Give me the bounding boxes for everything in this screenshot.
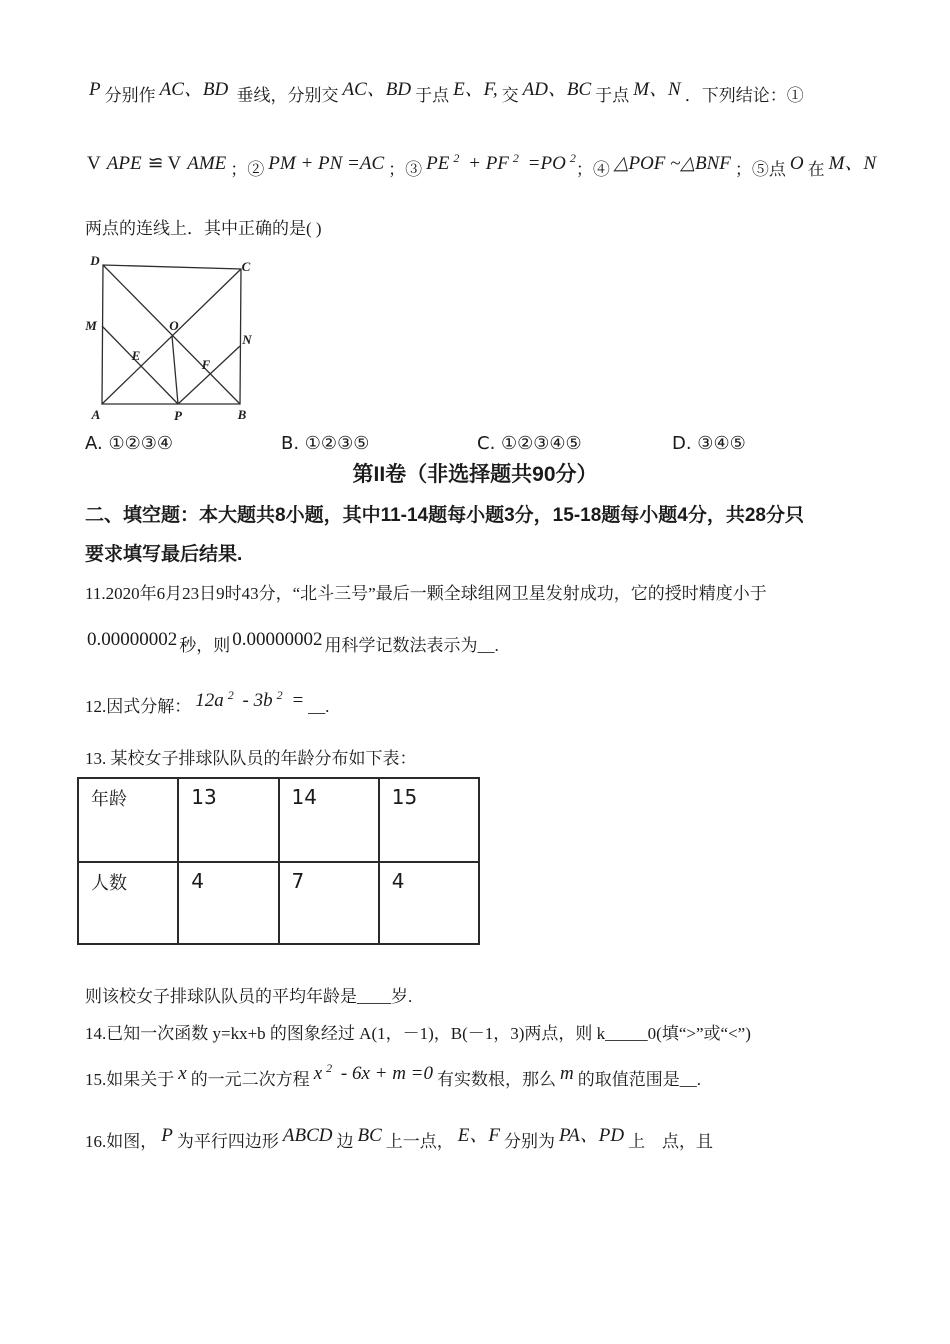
option-a: A. ①②③④	[85, 433, 173, 454]
text-segment: ；③	[388, 160, 423, 179]
text-segment: 有实数根，那么	[437, 1070, 556, 1089]
text-segment: 在	[807, 160, 825, 179]
text-segment: 的取值范围是__.	[577, 1070, 701, 1089]
text-segment: P	[89, 79, 101, 100]
text-segment: P	[161, 1125, 173, 1146]
text-segment: ABCD	[282, 1125, 333, 1146]
text-segment: V	[87, 153, 101, 174]
text-segment: - 6x + m =0	[336, 1063, 433, 1084]
text-segment: =	[286, 690, 305, 711]
figure-label-d: D	[90, 253, 100, 268]
text-segment: 交	[501, 86, 519, 105]
text-segment: PA、PD	[558, 1125, 625, 1146]
text-segment: 为平行四边形	[176, 1132, 279, 1151]
option-d: D. ③④⑤	[672, 433, 746, 454]
figure-label-p: P	[174, 408, 182, 423]
figure-label-o: O	[169, 318, 179, 333]
text-segment: ≌	[147, 153, 164, 174]
figure-line-op	[172, 336, 178, 404]
question-16	[85, 1125, 714, 1154]
option-c: C. ①②③④⑤	[477, 433, 582, 454]
text-segment: + PF	[463, 153, 509, 174]
text-segment: ．下列结论：①	[684, 86, 804, 105]
text-segment: 秒，则	[179, 636, 231, 655]
fill-in-section-intro-1: 二、填空题：本大题共8小题，其中11-14题每小题3分，15-18题每小题4分，共28分只	[85, 505, 804, 526]
table-row-age	[78, 778, 479, 862]
text-segment: 边	[336, 1132, 354, 1151]
question-10-options	[0, 432, 950, 460]
text-segment: 12.因式分解：	[85, 697, 192, 716]
table-cell: 14	[279, 778, 379, 862]
question-11-line-2	[85, 629, 499, 658]
text-segment: x	[313, 1063, 323, 1084]
figure-label-m: M	[85, 318, 97, 333]
text-segment: 上 点，且	[628, 1132, 714, 1151]
figure-label-b: B	[237, 407, 247, 422]
table-cell: 4	[178, 862, 278, 944]
table-cell: 人数	[78, 862, 178, 944]
text-segment: E、F	[457, 1125, 500, 1146]
text-segment: 12a	[195, 690, 224, 711]
question-11-line-1: 11.2020年6月23日9时43分，“北斗三号”最后一颗全球组网卫星发射成功，它的授时精度小于	[85, 584, 767, 603]
text-segment: 2	[227, 688, 234, 702]
text-segment: AC、BD	[342, 79, 412, 100]
table-row-count	[78, 862, 479, 944]
table-cell: 7	[279, 862, 379, 944]
question-12	[85, 688, 330, 720]
text-segment: PE	[426, 153, 450, 174]
geometry-figure-square	[85, 252, 260, 424]
figure-label-f: F	[201, 357, 211, 372]
text-segment: - 3b	[237, 690, 273, 711]
text-segment: ；④	[575, 160, 610, 179]
part-ii-header: 第II卷（非选择题共90分）	[352, 463, 598, 486]
text-segment: AC、BD	[159, 79, 229, 100]
figure-label-a: A	[91, 407, 101, 422]
text-segment: 于点	[595, 86, 630, 105]
text-segment: V	[167, 153, 182, 174]
text-segment: 的一元二次方程	[190, 1070, 310, 1089]
text-segment: 上一点，	[385, 1132, 454, 1151]
text-segment: ；②	[230, 160, 265, 179]
text-segment: 2	[326, 1061, 333, 1075]
text-segment: △POF ~△BNF	[613, 153, 731, 174]
text-segment: BC	[357, 1125, 382, 1146]
text-segment: O	[789, 153, 804, 174]
fill-in-section-intro-2: 要求填写最后结果.	[85, 544, 243, 565]
text-segment: 于点	[415, 86, 450, 105]
question-13-after: 则该校女子排球队队员的平均年龄是____岁.	[85, 987, 413, 1006]
text-segment: 分别为	[503, 1132, 555, 1151]
text-segment: 0.00000002	[87, 629, 178, 650]
option-b: B. ①②③⑤	[281, 433, 370, 454]
age-distribution-table	[77, 777, 480, 945]
text-segment: 2	[569, 151, 576, 165]
question-13-lead: 13. 某校女子排球队队员的年龄分布如下表：	[85, 749, 417, 768]
text-segment: ；⑤点	[734, 160, 786, 179]
text-segment: 用科学记数法表示为__.	[324, 636, 499, 655]
text-segment: M、N	[633, 79, 681, 100]
text-segment: APE	[106, 153, 142, 174]
question-10-line-1	[85, 79, 804, 108]
text-segment: 2	[453, 151, 460, 165]
figure-label-c: C	[241, 259, 251, 274]
text-segment: 2	[512, 151, 519, 165]
question-14: 14.已知一次函数 y=kx+b 的图象经过 A(1，－1)，B(－1，3)两点，则 k_____0(填“>”或“<”)	[85, 1024, 751, 1043]
text-segment: PM + PN =AC	[268, 153, 385, 174]
text-segment: 0.00000002	[232, 629, 323, 650]
question-10-line-2	[85, 151, 880, 183]
text-segment: m	[560, 1063, 574, 1084]
text-segment: =PO	[522, 153, 566, 174]
text-segment: 分别作	[104, 86, 156, 105]
text-segment: 16.如图，	[85, 1132, 158, 1151]
question-10-line-3: 两点的连线上．其中正确的是( )	[85, 219, 322, 238]
text-segment: 垂线，分别交	[232, 86, 339, 105]
text-segment: M、N	[828, 153, 877, 174]
figure-label-n: N	[242, 332, 252, 347]
text-segment: 2	[276, 688, 283, 702]
text-segment: E、F,	[453, 79, 498, 100]
text-segment: __.	[308, 697, 330, 716]
text-segment: AD、BC	[522, 79, 592, 100]
text-segment: x	[178, 1063, 187, 1084]
text-segment: AME	[187, 153, 227, 174]
text-segment: 15.如果关于	[85, 1070, 175, 1089]
table-cell: 15	[379, 778, 479, 862]
table-cell: 4	[379, 862, 479, 944]
table-cell: 年龄	[78, 778, 178, 862]
figure-label-e: E	[131, 348, 141, 363]
question-15	[85, 1061, 701, 1093]
table-cell: 13	[178, 778, 278, 862]
